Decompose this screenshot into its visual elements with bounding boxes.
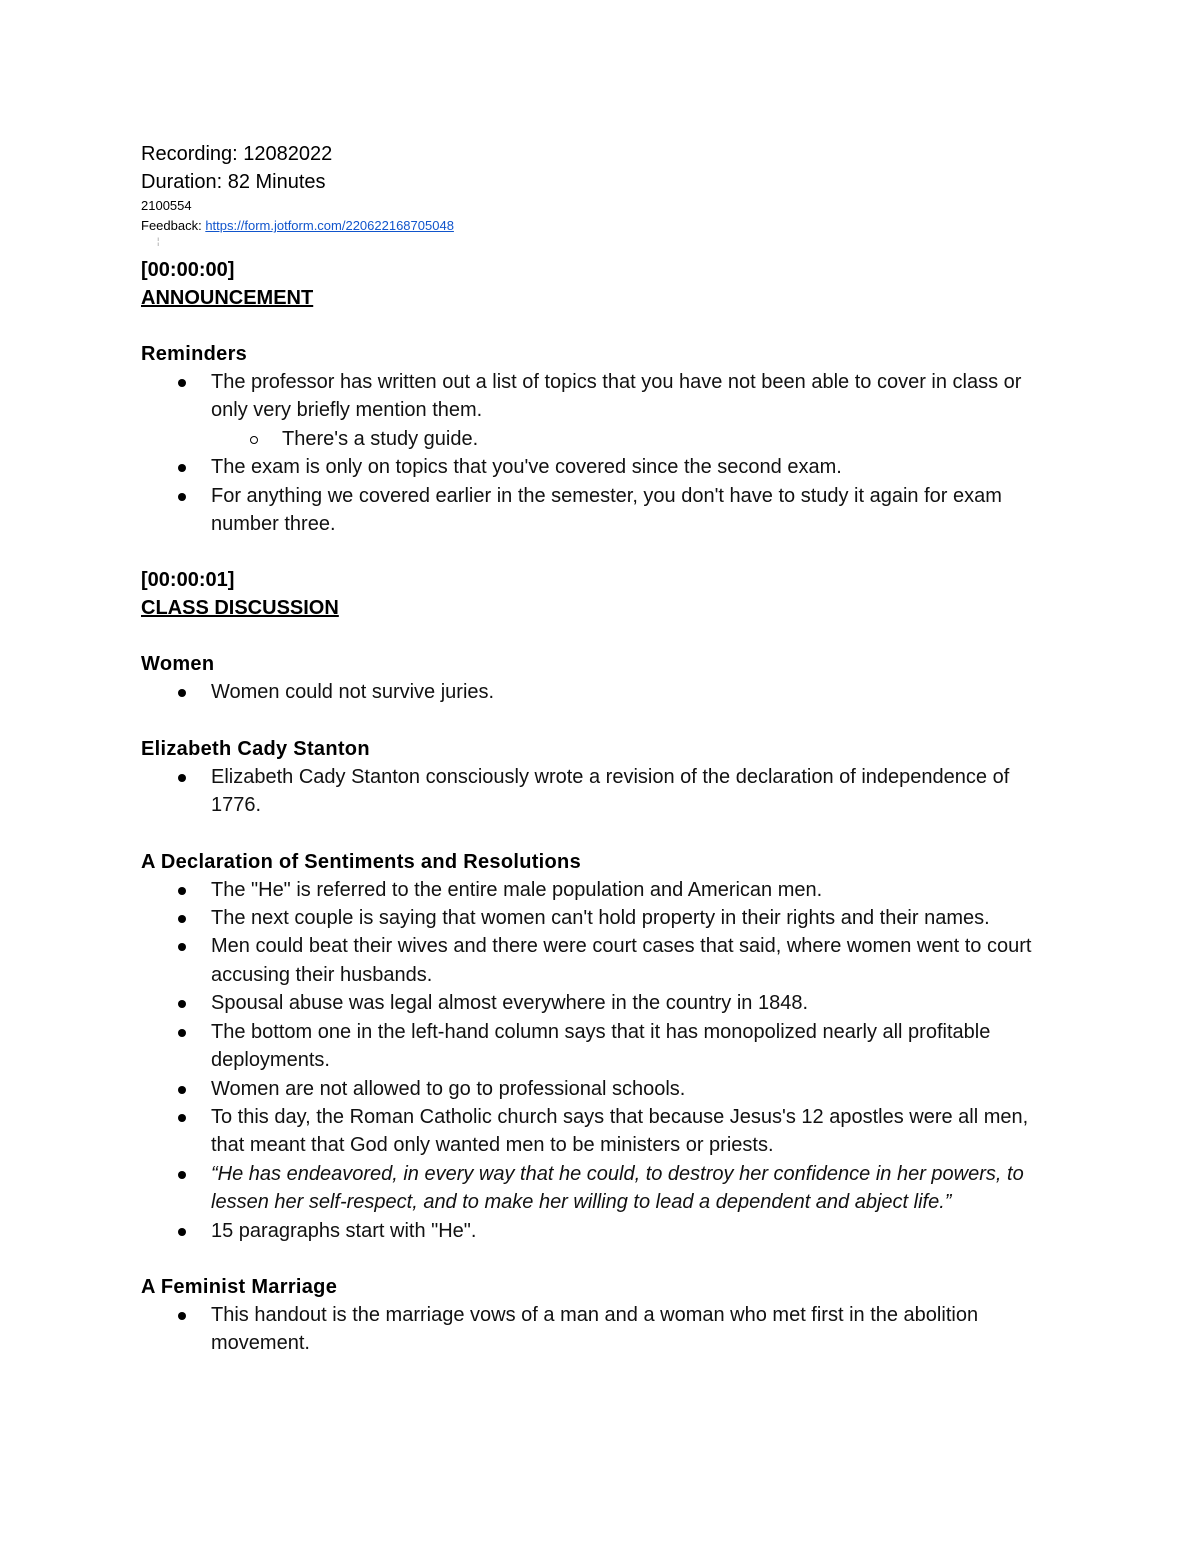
document-page (141, 140, 1061, 1358)
document-id: 2100554 (141, 198, 192, 213)
list-item: Men could beat their wives and there were court cases that said, where women went to court accusing their husbands. (141, 932, 1061, 989)
feedback-label: Feedback: (141, 218, 206, 233)
list-item: Women are not allowed to go to professional schools. (141, 1075, 1061, 1103)
bullet-list (141, 763, 1061, 820)
list-item: For anything we covered earlier in the semester, you don't have to study it again for exam number three. (141, 482, 1061, 539)
bullet-list (141, 678, 1061, 706)
duration-line: Duration: 82 Minutes (141, 171, 326, 193)
list-item: The professor has written out a list of topics that you have not been able to cover in class or only very briefly mention them. (141, 368, 1061, 425)
list-item: To this day, the Roman Catholic church says that because Jesus's 12 apostles were all men, that meant that God only wanted men to be ministers or priests. (141, 1103, 1061, 1160)
list-item: The "He" is referred to the entire male population and American men. (141, 876, 1061, 904)
bullet-list (141, 368, 1061, 538)
bullet-list (141, 876, 1061, 1245)
feedback-link[interactable]: https://form.jotform.com/220622168705048 (205, 218, 454, 233)
section-title: ANNOUNCEMENT (141, 287, 314, 309)
sub-list-item: There's a study guide. (141, 425, 1061, 453)
list-item: The bottom one in the left-hand column says that it has monopolized nearly all profitable deployments. (141, 1018, 1061, 1075)
list-item: The exam is only on topics that you've covered since the second exam. (141, 453, 1061, 481)
topic-heading: A Feminist Marriage (141, 1275, 338, 1298)
bullet-list (141, 1301, 1061, 1358)
topic-heading: Elizabeth Cady Stanton (141, 737, 370, 760)
list-item: Women could not survive juries. (141, 678, 1061, 706)
section-timestamp: [00:00:00] (141, 259, 235, 281)
topic-heading: A Declaration of Sentiments and Resolutions (141, 850, 581, 873)
divider-mark: ¦ (157, 236, 160, 246)
list-item: The next couple is saying that women can't hold property in their rights and their names. (141, 904, 1061, 932)
list-item: 15 paragraphs start with "He". (141, 1217, 1061, 1245)
recording-line: Recording: 12082022 (141, 143, 333, 165)
section-title: CLASS DISCUSSION (141, 597, 339, 620)
feedback-line (141, 216, 1061, 236)
section-timestamp: [00:00:01] (141, 569, 235, 592)
list-item: This handout is the marriage vows of a man and a woman who met first in the abolition movement. (141, 1301, 1061, 1358)
list-item: Spousal abuse was legal almost everywhere in the country in 1848. (141, 989, 1061, 1017)
list-item: Elizabeth Cady Stanton consciously wrote a revision of the declaration of independence of 1776. (141, 763, 1061, 820)
quote-list-item: “He has endeavored, in every way that he could, to destroy her confidence in her powers, to lessen her self-respect, and to make her willing to lead a dependent and abject life.” (141, 1160, 1061, 1217)
topic-heading: Reminders (141, 343, 248, 365)
topic-heading: Women (141, 653, 215, 676)
